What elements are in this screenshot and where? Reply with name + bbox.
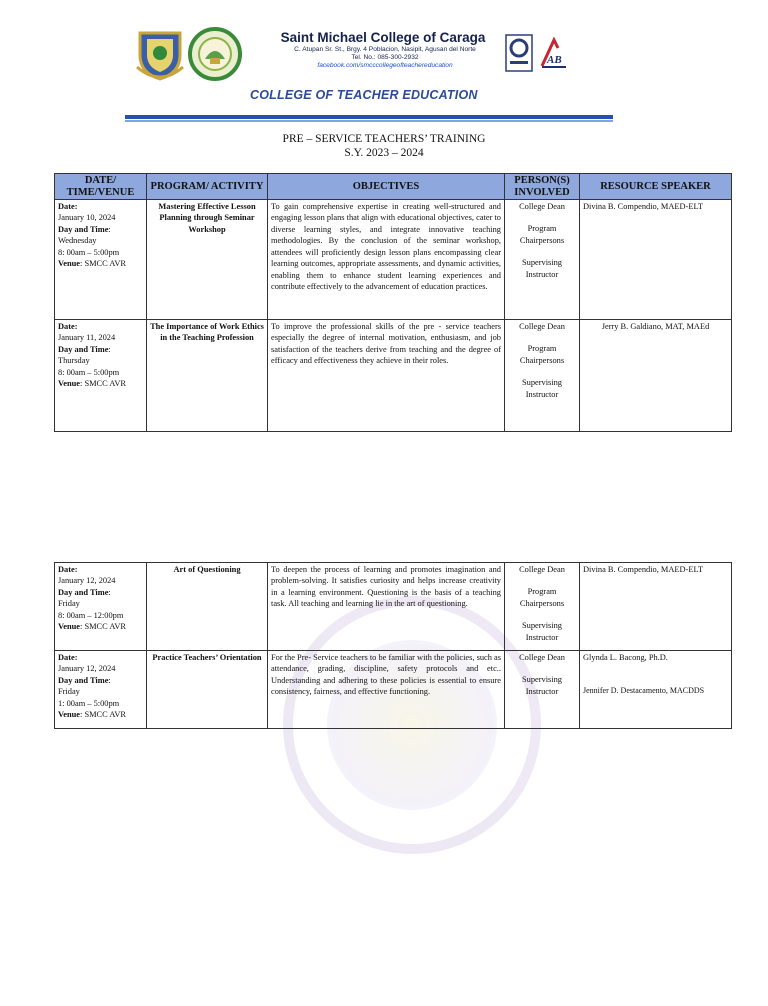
day-value: Friday [58,599,80,609]
program-cell: Art of Questioning [147,563,268,651]
speaker-name: Jennifer D. Destacamento, MACDDS [583,686,705,696]
school-address: C. Atupan Sr. St., Brgy. 4 Poblacion, Nasipit, Agusan del Norte [294,46,476,53]
speaker-cell [580,651,732,729]
persons-cell [505,563,580,651]
header-divider [125,115,613,119]
day-time-label: Day and Time [58,587,109,597]
speaker-cell [580,563,732,651]
date-time-venue-cell [55,320,147,432]
venue-value: : SMCC AVR [80,379,126,389]
table-row [55,563,732,651]
time-value: 8: 00am – 5:00pm [58,247,120,257]
accreditation-logo [538,36,570,72]
venue-label: Venue [58,710,81,720]
date-label: Date: [58,202,78,211]
day-value: Friday [58,687,80,697]
venue-value: : SMCC AVR [80,710,126,720]
person-item: Supervising Instructor [521,675,562,696]
date-time-venue-cell [55,651,147,729]
persons-cell [505,651,580,729]
objective-cell: To deepen the process of learning and promotes imagination and problem-solving. It satisfies curiosity and helps increase creativity in a learning environment. Questioning is the basis of a teaching task. All teaching and learning lie in the art of questioning. [268,563,505,651]
person-item: Program Chairpersons [519,344,565,365]
person-item: Program Chairpersons [519,224,565,245]
header-date-time-venue: DATE/ TIME/VENUE [55,174,147,200]
svg-text:AB: AB [547,54,562,66]
venue-value: : SMCC AVR [80,622,126,632]
date-value: January 12, 2024 [58,664,116,674]
date-value: January 11, 2024 [58,333,116,343]
venue-value: : SMCC AVR [80,259,126,269]
speaker-name: Jerry B. Galdiano, MAT, MAEd [601,322,710,331]
venue-label: Venue [58,622,81,632]
person-item: College Dean [519,565,565,574]
person-item: Program Chairpersons [519,587,565,608]
school-telephone: Tel. No.: 085-300-2932 [351,54,419,61]
objective-cell: For the Pre- Service teachers to be familiar with the policies, such as attendance, grading, discipline, safety protocols and etc.. Understanding and adhering to these policies is essential to ensure consistency, fairness, and effective functioning. [268,651,505,729]
day-time-colon: : [108,224,111,234]
table-row [55,320,732,432]
day-time-colon: : [108,344,111,354]
document-title: PRE – SERVICE TEACHERS’ TRAINING [282,133,486,145]
school-year: S.Y. 2023 – 2024 [344,147,424,159]
person-item: College Dean [519,202,565,211]
day-time-colon: : [108,675,111,685]
letterhead [0,0,768,130]
day-time-label: Day and Time [58,344,109,354]
speaker-cell [580,200,732,320]
header-objectives: OBJECTIVES [268,174,505,200]
table-header-row [55,174,732,200]
facebook-link[interactable]: facebook.com/smcccollegeofteachereducation [317,62,453,69]
day-time-colon: : [108,587,111,597]
header-program-activity: PROGRAM/ ACTIVITY [147,174,268,200]
training-schedule-table [54,173,732,432]
header-divider-light [125,120,613,122]
day-value: Wednesday [58,236,97,246]
speaker-name: Glynda L. Bacong, Ph.D. [583,653,668,662]
speaker-name: Divina B. Compendio, MAED-ELT [583,565,703,574]
program-cell: Mastering Effective Lesson Planning through Seminar Workshop [147,200,268,320]
person-item: Supervising Instructor [521,621,562,642]
objective-cell: To gain comprehensive expertise in creating well-structured and engaging lesson plans that align with educational objectives, cater to diverse learning styles, and integrate innovative teaching methodologies. By the conclusion of the seminar workshop, attendees will proficiently design lesson plans encompassing clear learning outcomes, appropriate assessments, and dynamic activities, enabling them to enhance student learning experiences and contribute effectively to the advancement of education practices. [268,200,505,320]
college-name: COLLEGE OF TEACHER EDUCATION [250,88,478,102]
date-label: Date: [58,653,78,662]
date-label: Date: [58,565,78,574]
person-item: College Dean [519,322,565,331]
objective-cell: To improve the professional skills of the pre - service teachers especially the degree of internal motivation, enthusiasm, and job satisfaction of the teachers derive from teaching and the degree of efficacy and effectiveness they achieve in their roles. [268,320,505,432]
time-value: 8: 00am – 12:00pm [58,610,124,620]
date-value: January 10, 2024 [58,213,116,223]
table-row [55,651,732,729]
college-seal-logo [188,27,242,81]
header-persons-involved: PERSON(S) INVOLVED [505,174,580,200]
certification-logo [504,33,534,73]
date-time-venue-cell [55,200,147,320]
header-resource-speaker: RESOURCE SPEAKER [580,174,732,200]
person-item: Supervising Instructor [521,258,562,279]
table-row [55,200,732,320]
date-time-venue-cell [55,563,147,651]
day-value: Thursday [58,356,90,366]
time-value: 1: 00am – 5:00pm [58,698,120,708]
school-crest-logo [135,27,185,81]
person-item: College Dean [519,653,565,662]
day-time-label: Day and Time [58,675,109,685]
speaker-cell [580,320,732,432]
training-schedule-table-continued [54,562,732,729]
time-value: 8: 00am – 5:00pm [58,367,120,377]
persons-cell [505,320,580,432]
persons-cell [505,200,580,320]
venue-label: Venue [58,259,81,269]
program-cell: The Importance of Work Ethics in the Teaching Profession [147,320,268,432]
program-cell: Practice Teachers’ Orientation [147,651,268,729]
date-value: January 12, 2024 [58,576,116,586]
venue-label: Venue [58,379,81,389]
day-time-label: Day and Time [58,224,109,234]
speaker-name: Divina B. Compendio, MAED-ELT [583,202,703,211]
school-name: Saint Michael College of Caraga [280,30,486,45]
date-label: Date: [58,322,78,331]
person-item: Supervising Instructor [521,378,562,399]
